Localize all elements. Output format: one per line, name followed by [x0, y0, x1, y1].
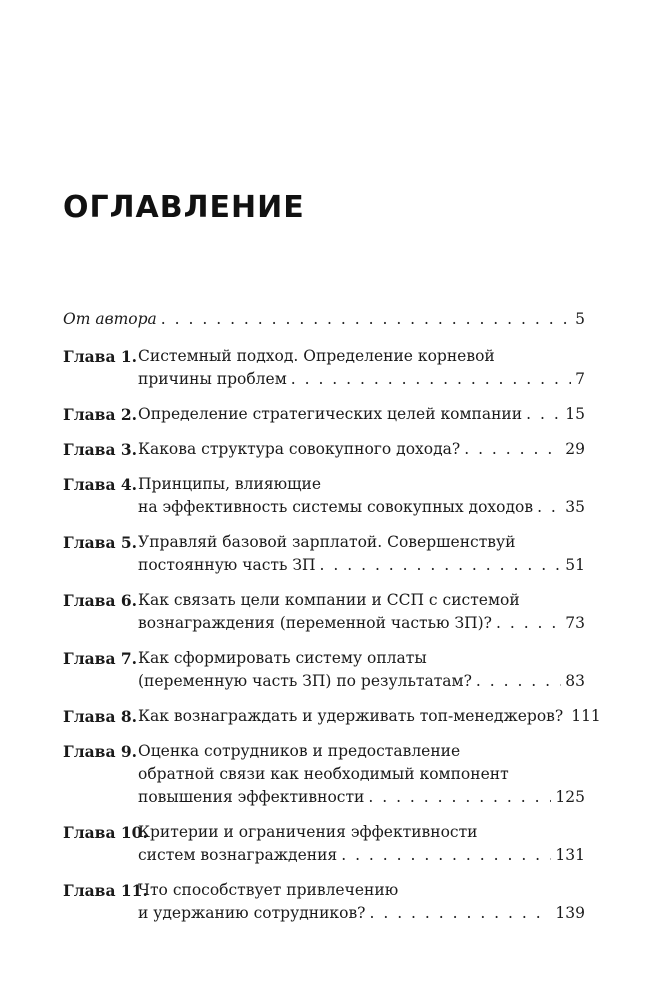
toc-entry-chapter-9 — [63, 740, 585, 809]
chapter-title — [138, 740, 585, 809]
toc-entry-chapter-7 — [63, 647, 585, 693]
page-number: 51 — [565, 556, 585, 574]
chapter-title-line: систем вознаграждения — [138, 846, 338, 864]
dot-leader — [161, 308, 571, 331]
toc-entry-chapter-3 — [63, 438, 585, 461]
page-number: 131 — [555, 846, 585, 864]
page-number: 73 — [565, 614, 585, 632]
dot-leader — [537, 496, 561, 519]
chapter-label: Глава 7. — [63, 649, 138, 668]
toc-entry-chapter-4 — [63, 473, 585, 519]
chapter-label: Глава 9. — [63, 742, 138, 761]
toc-entry-intro — [63, 308, 585, 331]
chapter-label: Глава 10. — [63, 823, 148, 842]
page-number: 35 — [565, 498, 585, 516]
chapter-label: Глава 11. — [63, 881, 148, 900]
chapter-title — [138, 589, 585, 635]
page-number: 15 — [565, 405, 585, 423]
chapter-title — [138, 403, 585, 426]
intro-title: От автора — [63, 310, 157, 328]
chapter-title — [138, 705, 601, 728]
toc-entry-chapter-10 — [63, 821, 585, 867]
chapter-title-line: Критерии и ограничения эффективности — [138, 823, 478, 841]
chapter-title — [138, 879, 585, 925]
chapter-title-line: вознаграждения (переменной частью ЗП)? — [138, 614, 492, 632]
dot-leader — [368, 786, 551, 809]
toc-last-line — [138, 786, 585, 809]
toc-last-line — [138, 438, 585, 461]
toc-last-line — [138, 612, 585, 635]
page-number: 29 — [565, 440, 585, 458]
chapter-title-line: причины проблем — [138, 370, 287, 388]
chapter-title-line: Системный подход. Определение корневой — [138, 347, 495, 365]
chapter-title — [138, 345, 585, 391]
toc-last-line — [138, 403, 585, 426]
chapter-title-line: и удержанию сотрудников? — [138, 904, 366, 922]
toc-last-line — [138, 496, 585, 519]
dot-leader — [496, 612, 561, 635]
chapter-title — [138, 438, 585, 461]
chapter-title-line: Принципы, влияющие — [138, 475, 322, 493]
toc-last-line — [138, 670, 585, 693]
table-of-contents — [63, 308, 601, 937]
page-number: 5 — [575, 310, 585, 328]
chapter-title — [138, 821, 585, 867]
chapter-label: Глава 3. — [63, 440, 138, 459]
chapter-title-line: Оценка сотрудников и предоставление — [138, 742, 461, 760]
chapter-title-line: на эффективность системы совокупных доходов — [138, 498, 534, 516]
chapter-title-line: Как связать цели компании и ССП с системой — [138, 591, 520, 609]
toc-entry-chapter-6 — [63, 589, 585, 635]
toc-entry-chapter-2 — [63, 403, 585, 426]
toc-entry-chapter-1 — [63, 345, 585, 391]
chapter-title-line: Как сформировать систему оплаты — [138, 649, 427, 667]
dot-leader — [370, 902, 552, 925]
dot-leader — [320, 554, 562, 577]
page-number: 139 — [555, 904, 585, 922]
chapter-title-line: Как вознаграждать и удерживать топ-менеджеров? — [138, 707, 564, 725]
chapter-label: Глава 4. — [63, 475, 138, 494]
chapter-label: Глава 5. — [63, 533, 138, 552]
dot-leader — [476, 670, 561, 693]
dot-leader — [341, 844, 551, 867]
page-number: 125 — [555, 788, 585, 806]
chapter-label: Глава 1. — [63, 347, 138, 366]
dot-leader — [291, 368, 571, 391]
dot-leader — [526, 403, 561, 426]
toc-last-line — [63, 308, 585, 331]
chapter-title — [138, 473, 585, 519]
page-number: 83 — [565, 672, 585, 690]
toc-entry-chapter-5 — [63, 531, 585, 577]
toc-entry-text — [63, 308, 585, 331]
toc-entry-chapter-11 — [63, 879, 585, 925]
dot-leader — [464, 438, 561, 461]
chapter-title-line: постоянную часть ЗП — [138, 556, 316, 574]
chapter-title — [138, 531, 585, 577]
chapter-label: Глава 2. — [63, 405, 138, 424]
page-number: 111 — [571, 707, 601, 725]
chapter-label: Глава 8. — [63, 707, 138, 726]
chapter-title-line: Что способствует привлечению — [138, 881, 399, 899]
chapter-title-line: обратной связи как необходимый компонент — [138, 765, 509, 783]
chapter-title-line: Управляй базовой зарплатой. Совершенствуй — [138, 533, 516, 551]
toc-last-line — [138, 844, 585, 867]
chapter-title-line: (переменную часть ЗП) по результатам? — [138, 672, 472, 690]
page-number: 7 — [575, 370, 585, 388]
chapter-title-line: Определение стратегических целей компании — [138, 405, 523, 423]
toc-last-line — [138, 554, 585, 577]
toc-last-line — [138, 902, 585, 925]
chapter-title — [138, 647, 585, 693]
toc-last-line — [138, 368, 585, 391]
chapter-title-line: повышения эффективности — [138, 788, 365, 806]
chapter-title-line: Какова структура совокупного дохода? — [138, 440, 461, 458]
toc-entry-chapter-8 — [63, 705, 601, 728]
toc-last-line — [138, 705, 601, 728]
page-title: ОГЛАВЛЕНИЕ — [63, 190, 305, 225]
chapter-label: Глава 6. — [63, 591, 138, 610]
